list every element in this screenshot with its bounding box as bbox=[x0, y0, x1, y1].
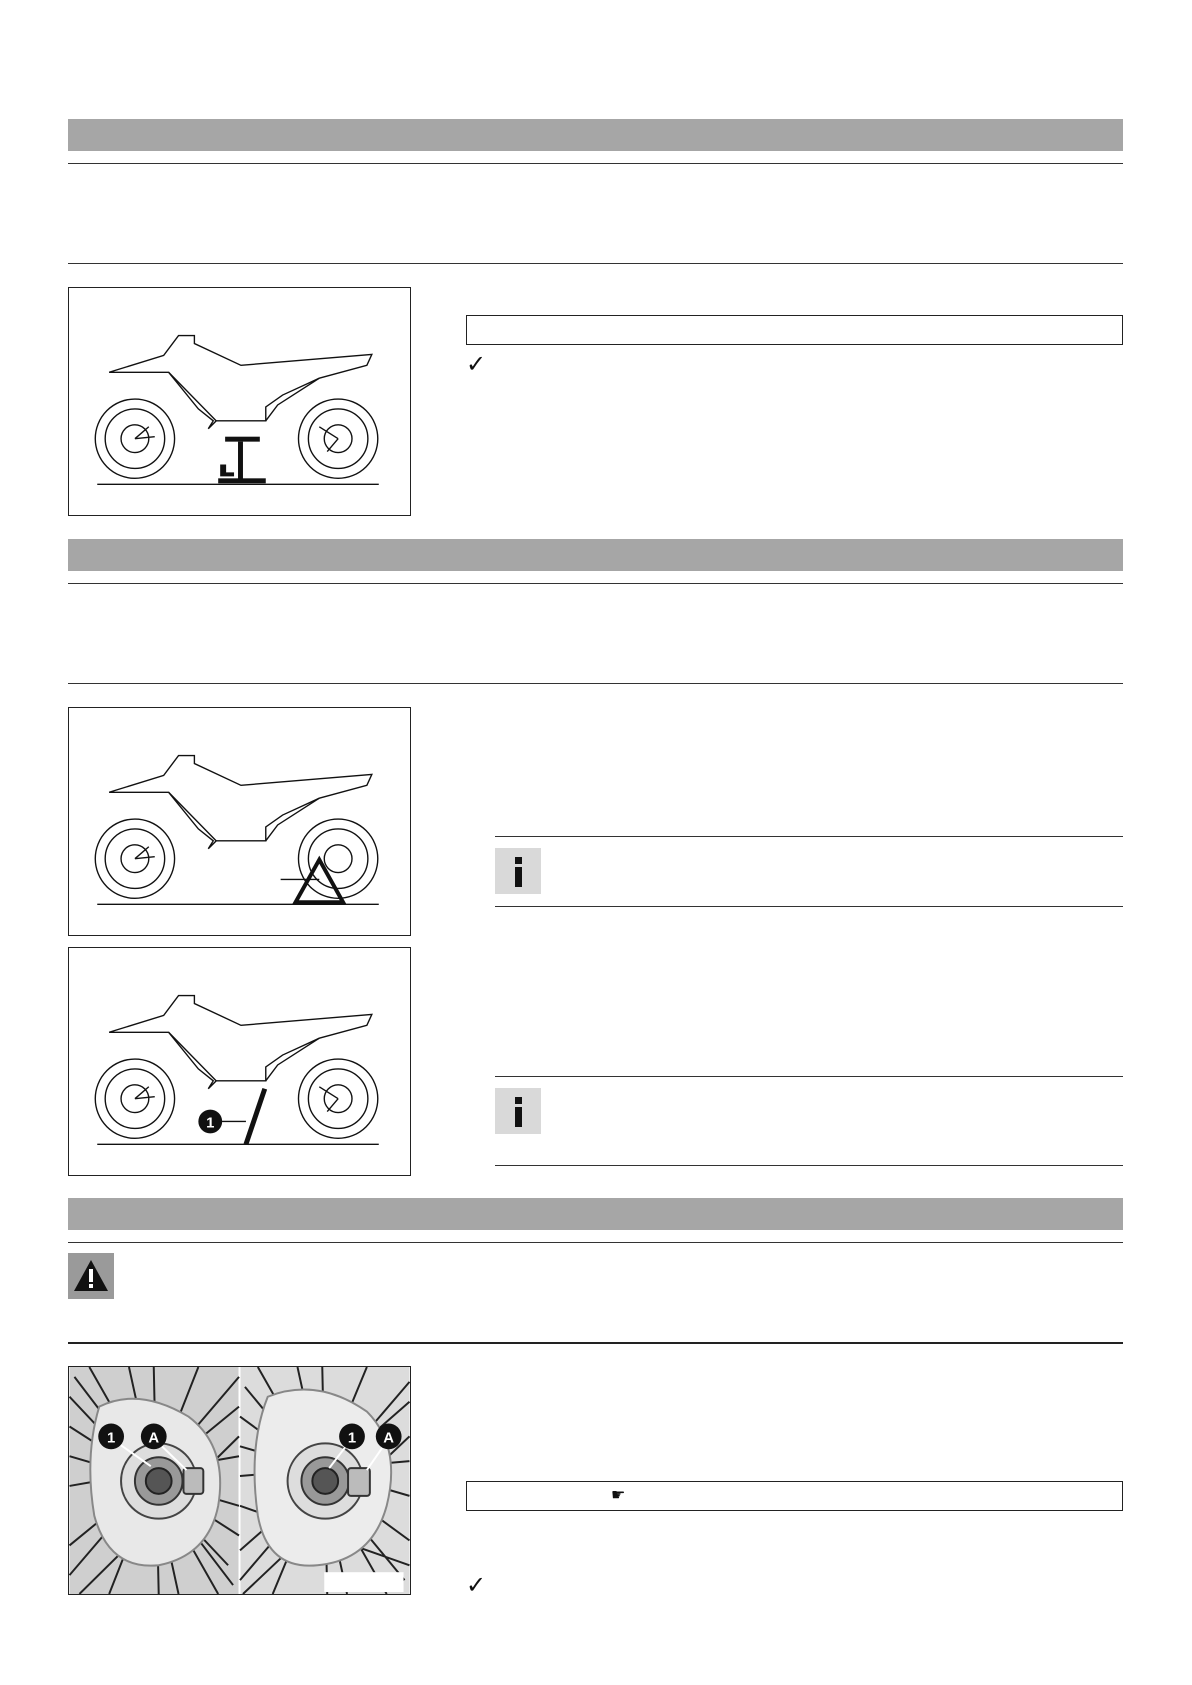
motorcycle-side-stand-illustration bbox=[69, 948, 410, 1175]
callout-1-label: 1 bbox=[206, 1115, 215, 1132]
callout-1-label-right: 1 bbox=[347, 1430, 357, 1447]
wheel-hub-photo-illustration bbox=[69, 1367, 410, 1594]
info-note-bottom-rule-2 bbox=[495, 1165, 1123, 1166]
info-note-bottom-rule-1 bbox=[495, 906, 1123, 907]
section-divider-1a bbox=[68, 163, 1123, 164]
pointer-hand-icon: ☛ bbox=[611, 1485, 626, 1504]
section-divider-3a bbox=[68, 1242, 1123, 1243]
callout-a-label-left: A bbox=[148, 1430, 160, 1447]
info-note-top-rule-2 bbox=[495, 1076, 1123, 1077]
figure-lift-stand bbox=[68, 287, 411, 516]
figure-rear-stand bbox=[68, 707, 411, 936]
section-divider-1b bbox=[68, 263, 1123, 264]
checkmark-icon: ✓ bbox=[466, 1571, 487, 1599]
warning-icon bbox=[68, 1253, 114, 1299]
section-header-bar-1 bbox=[68, 119, 1123, 151]
figure-wheel-hub-photo bbox=[68, 1366, 411, 1595]
info-note-top-rule-1 bbox=[495, 836, 1123, 837]
section-header-bar-3 bbox=[68, 1198, 1123, 1230]
info-icon bbox=[495, 1088, 541, 1134]
specification-value-box-1 bbox=[466, 315, 1123, 345]
info-icon bbox=[495, 848, 541, 894]
section-header-bar-2 bbox=[68, 539, 1123, 571]
checkmark-icon: ✓ bbox=[466, 350, 487, 378]
section-divider-2b bbox=[68, 683, 1123, 684]
specification-value-box-2 bbox=[466, 1481, 1123, 1511]
section-divider-2a bbox=[68, 583, 1123, 584]
section-divider-3b bbox=[68, 1342, 1123, 1344]
callout-a-label-right: A bbox=[383, 1430, 395, 1447]
motorcycle-rear-stand-illustration bbox=[69, 708, 410, 935]
figure-side-stand bbox=[68, 947, 411, 1176]
callout-1-label-left: 1 bbox=[106, 1430, 116, 1447]
motorcycle-lift-stand-illustration bbox=[69, 288, 410, 515]
